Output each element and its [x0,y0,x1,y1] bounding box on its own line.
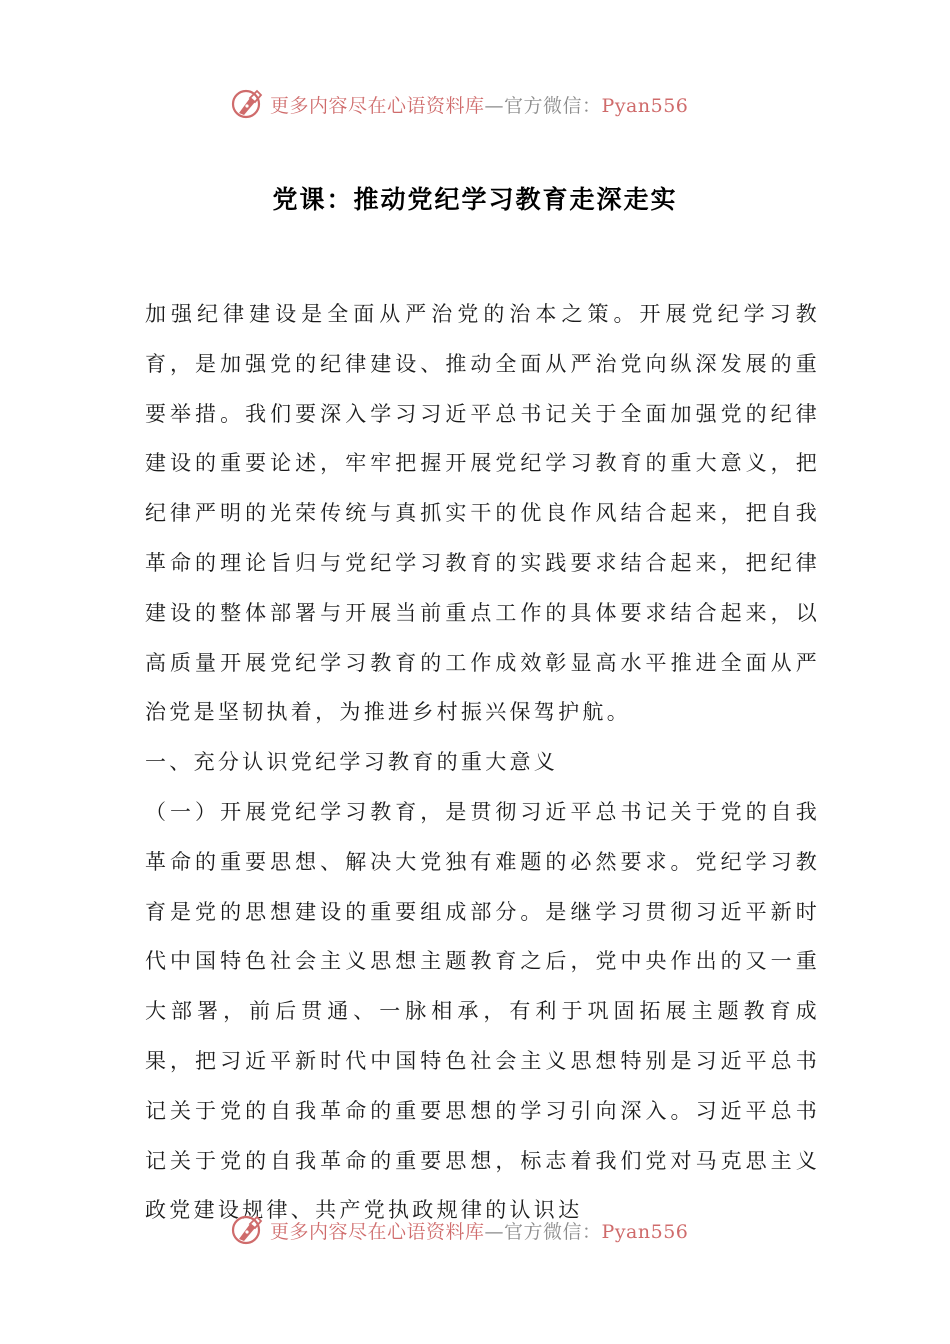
watermark-official: 官方微信： [504,1220,602,1243]
watermark-wechat-id: Pyan556 [601,1220,689,1243]
document-body [145,290,820,1236]
document-title: 党课：推动党纪学习教育走深走实 [272,185,678,214]
footer-watermark [230,1210,750,1250]
pen-nib-logo-icon [230,1212,266,1248]
watermark-separator: — [484,1220,505,1243]
pen-nib-logo-icon [230,86,266,122]
section-heading: 一、充分认识党纪学习教育的重大意义 [145,750,559,775]
watermark-text [270,1217,688,1244]
watermark-official: 官方微信： [504,94,602,117]
watermark-separator: — [484,94,505,117]
watermark-brand: 更多内容尽在心语资料库 [270,94,485,117]
intro-paragraph: 加强纪律建设是全面从严治党的治本之策。开展党纪学习教育，是加强党的纪律建设、推动全面从严治党向纵深发展的重要举措。我们要深入学习习近平总书记关于全面加强党的纪律建设的重要论述，牢牢把握开展党纪学习教育的重大意义，把纪律严明的光荣传统与真抓实干的优良作风结合起来，把自我革命的理论旨归与党纪学习教育的实践要求结合起来，把纪律建设的整体部署与开展当前重点工作的具体要求结合起来，以高质量开展党纪学习教育的工作成效彰显高水平推进全面从严治党是坚韧执着，为推进乡村振兴保驾护航。 [145,302,820,725]
header-watermark [230,84,750,124]
watermark-text [270,91,688,118]
subsection-paragraph: （一）开展党纪学习教育，是贯彻习近平总书记关于党的自我革命的重要思想、解决大党独有难题的必然要求。党纪学习教育是党的思想建设的重要组成部分。是继学习贯彻习近平新时代中国特色社会主义思想主题教育之后，党中央作出的又一重大部署，前后贯通、一脉相承，有利于巩固拓展主题教育成果，把习近平新时代中国特色社会主义思想特别是习近平总书记关于党的自我革命的重要思想的学习引向深入。习近平总书记关于党的自我革命的重要思想，标志着我们党对马克思主义政党建设规律、共产党执政规律的认识达 [145,799,820,1223]
watermark-wechat-id: Pyan556 [601,94,689,117]
watermark-brand: 更多内容尽在心语资料库 [270,1220,485,1243]
